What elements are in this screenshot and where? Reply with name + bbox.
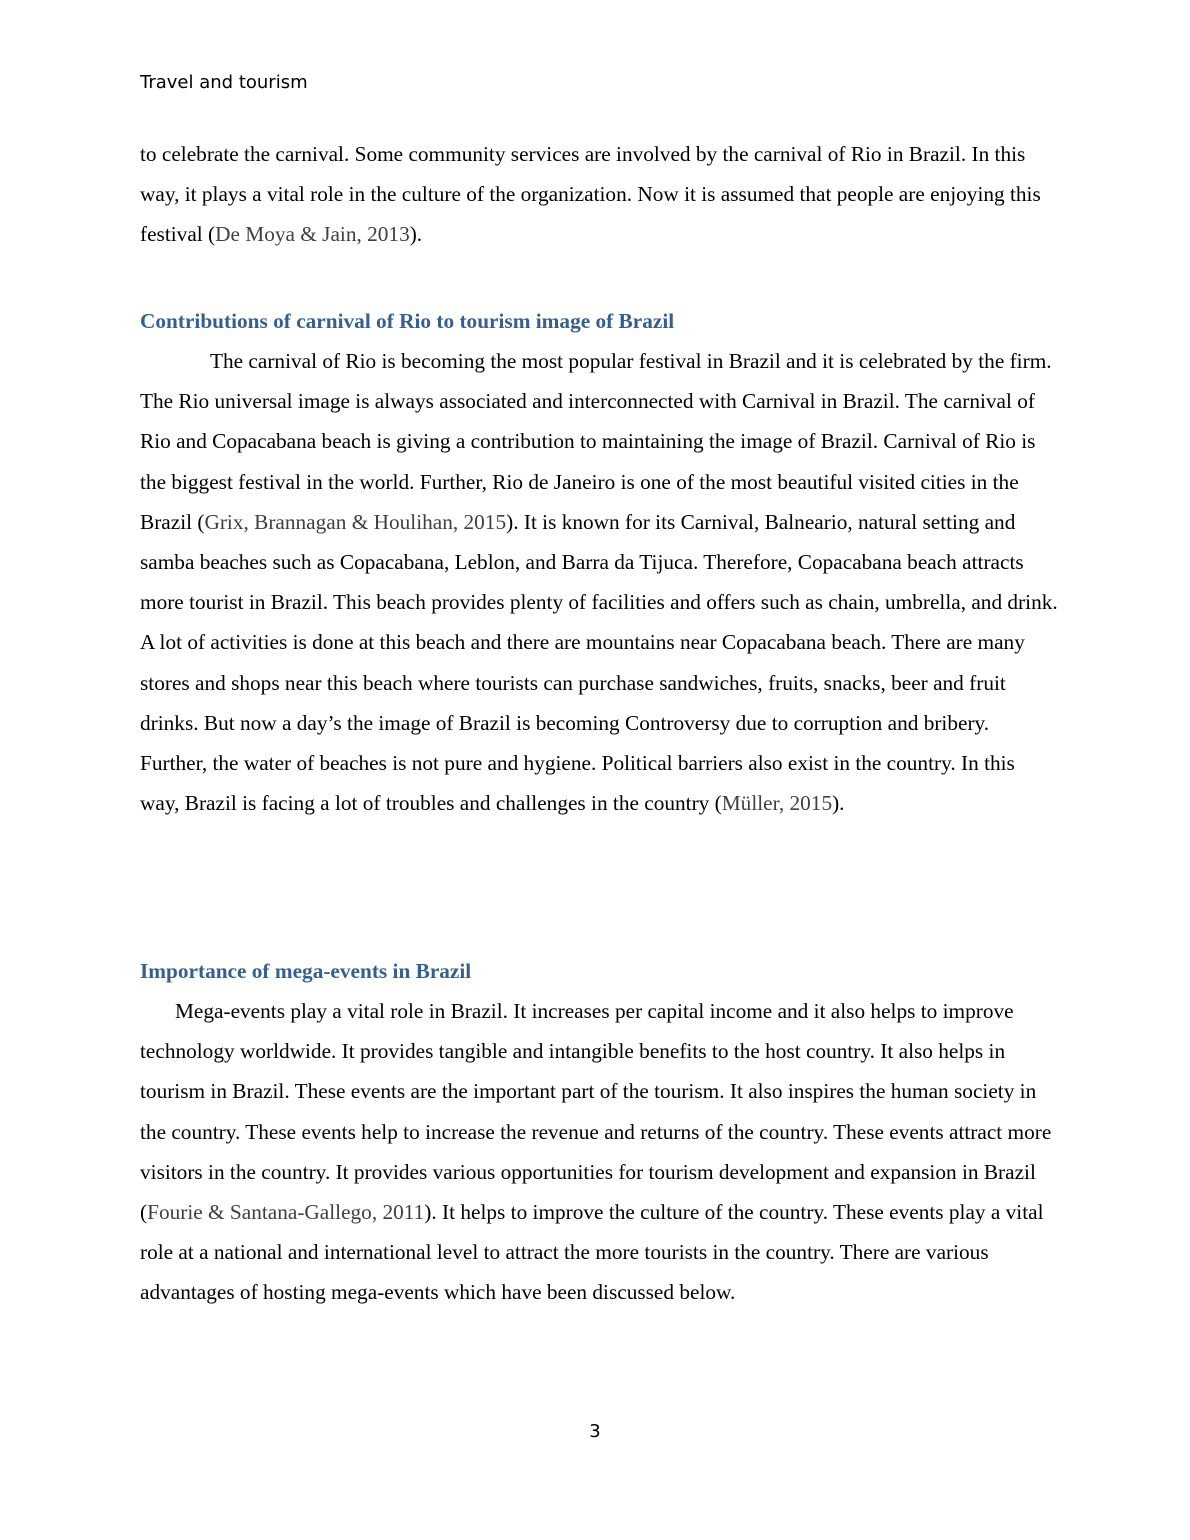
intro-citation: De Moya & Jain, 2013: [215, 222, 410, 247]
contributions-citation-1: Grix, Brannagan & Houlihan, 2015: [204, 509, 507, 534]
contributions-text-2: ). It is known for its Carnival, Balneario, natural setting and samba beaches such as Copacabana, Leblon, and Barra da Tijuca. Therefore, Copacabana beach attracts more tourist in Brazil. This beach provides plenty of facilities and offers such as chain, umbrella, and drink. A lot of activities is done at this beach and there are mountains near Copacabana beach. There are many stores and shops near this beach where tourists can purchase sandwiches, fruits, snacks, beer and fruit drinks. But now a day’s the image of Brazil is becoming Controversy due to corruption and bribery. Further, the water of beaches is not pure and hygiene. Political barriers also exist in the country. In this way, Brazil is facing a lot of troubles and challenges in the country (: [140, 509, 1058, 816]
mega-events-citation-1: Fourie & Santana-Gallego, 2011: [147, 1200, 425, 1225]
mega-events-text-2: ). It helps to improve the culture of the country. These events play a vital role at a national and international level to attract the more tourists in the country. There are various advantages of hosting mega-events which have been discussed below.: [140, 1200, 1044, 1305]
mega-events-text-1: Mega-events play a vital role in Brazil. It increases per capital income and it also helps to improve technology worldwide. It provides tangible and intangible benefits to the host country. It also helps in tourism in Brazil. These events are the important part of the tourism. It also inspires the human society in the country. These events help to increase the revenue and returns of the country. These events attract more visitors in the country. It provides various opportunities for tourism development and expansion in Brazil (: [140, 999, 1052, 1225]
mega-events-heading: Importance of mega-events in Brazil: [140, 959, 472, 983]
mega-events-paragraph: [140, 991, 1058, 1313]
intro-text-after: ).: [409, 222, 423, 247]
running-header: Travel and tourism: [140, 72, 308, 93]
contributions-paragraph: [140, 341, 1058, 823]
contributions-text-1: The carnival of Rio is becoming the most popular festival in Brazil and it is celebrated by the firm. The Rio universal image is always associated and interconnected with Carnival in Brazil. The carnival of Rio and Copacabana beach is giving a contribution to maintaining the image of Brazil. Carnival of Rio is the biggest festival in the world. Further, Rio de Janeiro is one of the most beautiful visited cities in the Brazil (: [140, 349, 1052, 534]
intro-paragraph: [140, 134, 1058, 255]
contributions-heading: Contributions of carnival of Rio to tourism image of Brazil: [140, 309, 675, 333]
intro-text-before: to celebrate the carnival. Some community services are involved by the carnival of Rio in Brazil. In this way, it plays a vital role in the culture of the organization. Now it is assumed that people are enjoying this festival (: [140, 142, 1041, 247]
page-number: 3: [589, 1421, 601, 1442]
contributions-text-3: ).: [832, 791, 845, 816]
contributions-citation-2: Müller, 2015: [721, 791, 833, 816]
